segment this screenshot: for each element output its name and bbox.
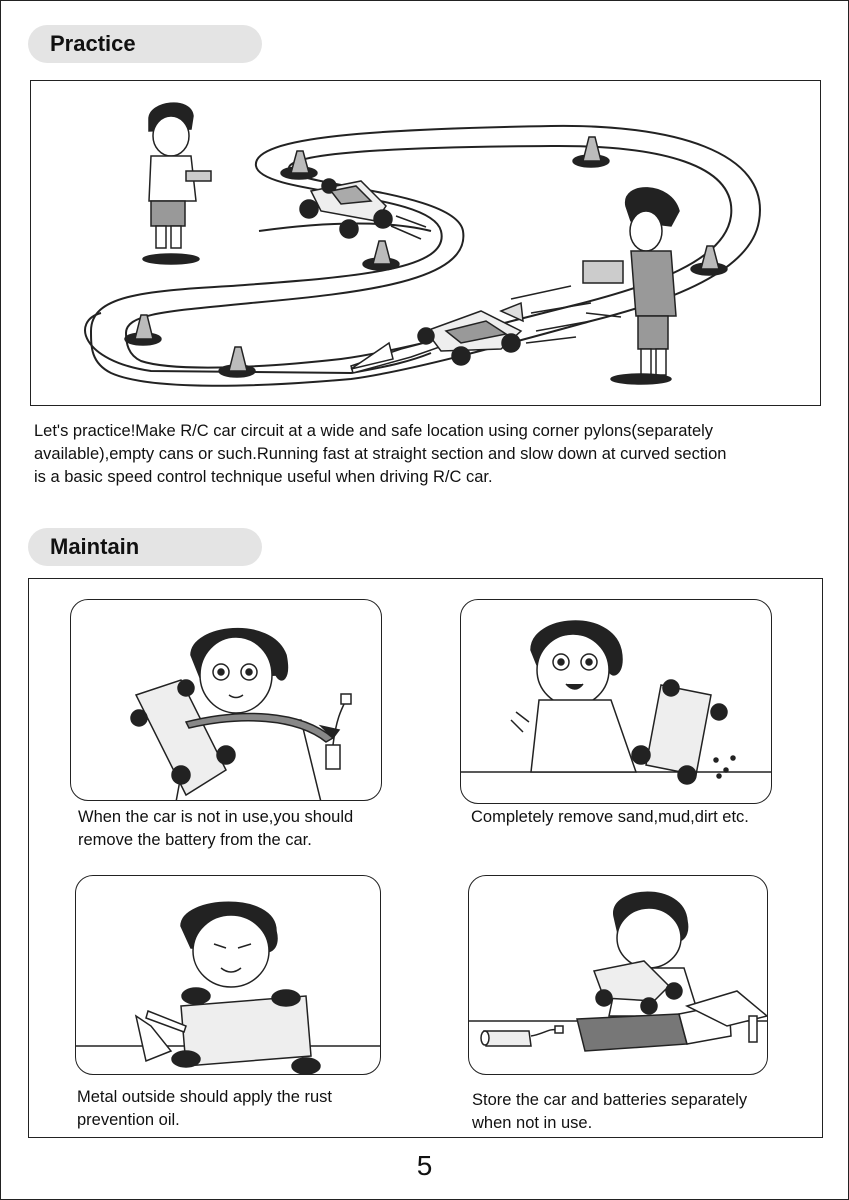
caption-line: Metal outside should apply the rust <box>77 1088 332 1106</box>
clean-car-illustration <box>461 600 772 804</box>
storage-box-icon <box>577 1014 687 1051</box>
rc-car-icon <box>418 303 523 365</box>
rc-car-icon <box>300 179 392 238</box>
cone-icon <box>281 151 317 179</box>
caption-line: Completely remove sand,mud,dirt etc. <box>471 808 749 826</box>
practice-description <box>34 420 814 489</box>
cone-icon <box>219 347 255 377</box>
boy-with-controller-left-icon <box>143 103 211 264</box>
panel-remove-battery <box>70 599 382 801</box>
cone-icon <box>125 315 161 345</box>
rust-oil-illustration <box>76 876 381 1075</box>
caption-remove-battery <box>78 806 398 852</box>
page-number: 5 <box>416 1150 433 1181</box>
caption-line: prevention oil. <box>77 1111 180 1129</box>
caption-clean-car <box>471 806 811 829</box>
boy-with-controller-right-icon <box>583 188 679 384</box>
caption-store-separately <box>472 1089 792 1135</box>
caption-line: when not in use. <box>472 1114 593 1132</box>
caption-line: When the car is not in use,you should <box>78 808 354 826</box>
practice-track-illustration <box>31 81 822 407</box>
caption-line: remove the battery from the car. <box>78 831 312 849</box>
section-title-practice: Practice <box>28 25 262 63</box>
practice-text-line: Let's practice!Make R/C car circuit at a wide and safe location using corner pylons(separately <box>34 422 714 440</box>
cone-icon <box>363 241 399 270</box>
practice-text-line: available),empty cans or such.Running fast at straight section and slow down at curved section <box>34 445 727 463</box>
caption-line: Store the car and batteries separately <box>472 1091 748 1109</box>
panel-store-separately <box>468 875 768 1075</box>
battery-icon <box>484 1031 531 1046</box>
practice-text-line: is a basic speed control technique useful when driving R/C car. <box>34 468 493 486</box>
practice-illustration <box>30 80 821 406</box>
section-title-maintain: Maintain <box>28 528 262 566</box>
panel-clean-car <box>460 599 772 804</box>
caption-rust-oil <box>77 1086 397 1132</box>
remove-battery-illustration <box>71 600 382 801</box>
panel-rust-oil <box>75 875 381 1075</box>
store-car-illustration <box>469 876 768 1075</box>
cone-icon <box>573 137 609 167</box>
chassis-icon <box>646 685 711 775</box>
chassis-icon <box>181 996 311 1066</box>
